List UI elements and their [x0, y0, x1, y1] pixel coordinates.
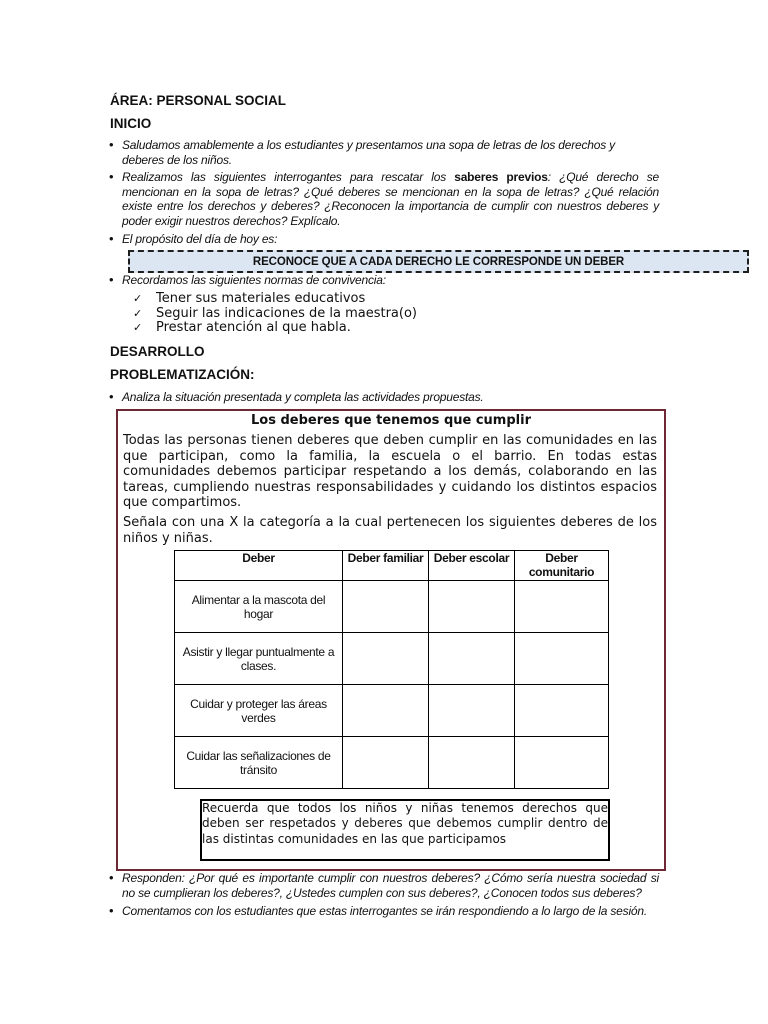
- header-comunitario: Deber comunitario: [515, 551, 609, 581]
- norm-item: [133, 307, 417, 322]
- mark-cell-escolar[interactable]: [429, 633, 515, 685]
- purpose-box: [128, 250, 749, 273]
- mark-cell-familiar[interactable]: [343, 685, 429, 737]
- inicio-heading: INICIO: [110, 116, 152, 131]
- norm-text: Prestar atención al que habla.: [156, 320, 351, 336]
- closing-bullet-1: • Responden: ¿Por qué es importante cumplir con nuestros deberes? ¿Cómo sería nuestra sociedad si no se cumplieran los deberes?, ¿Ustedes cumplen con sus deberes?, ¿Conocen todos sus deberes?: [109, 871, 659, 900]
- norm-item: [133, 292, 417, 307]
- bullet-2-pre: Realizamos las siguientes interrogantes para rescatar los: [122, 170, 455, 184]
- area-title: ÁREA: PERSONAL SOCIAL: [110, 93, 287, 108]
- mark-cell-familiar[interactable]: [343, 581, 429, 633]
- activity-title: Los deberes que tenemos que cumplir: [250, 413, 531, 428]
- problematizacion-heading: PROBLEMATIZACIÓN:: [110, 367, 255, 382]
- mark-cell-comunitario[interactable]: [515, 685, 609, 737]
- mark-cell-familiar[interactable]: [343, 633, 429, 685]
- activity-paragraph-2: Señala con una X la categoría a la cual pertenecen los siguientes deberes de los niños y niñas.: [123, 515, 657, 546]
- table-row: [175, 581, 609, 633]
- table-row: [175, 633, 609, 685]
- inicio-bullet-1: • Saludamos amablemente a los estudiantes y presentamos una sopa de letras de los derechos y deberes de los niños.: [109, 138, 659, 167]
- activity-paragraph-1: Todas las personas tienen deberes que deben cumplir en las comunidades en las que participan, como la familia, la escuela o el barrio. En todas estas comunidades debemos participar respetando a los demás, colaborando en las tareas, cumpliendo nuestras responsabilidades y cuidando los distintos espacios que compartimos.: [123, 433, 657, 511]
- inicio-bullet-4: • Recordamos las siguientes normas de convivencia:: [109, 273, 659, 288]
- saberes-previos: saberes previos: [454, 170, 548, 184]
- header-deber: Deber: [175, 551, 343, 581]
- bullet-2-post: : ¿Qué derecho se mencionan en la sopa de letras? ¿Qué deberes se mencionan en la sopa de letras? ¿Qué relación existe entre los derechos y deberes? ¿Reconocen la importancia de cumplir con nuestros deberes y poder exigir nuestros derechos? Explícalo.: [122, 170, 659, 228]
- checkmark-icon: ✓: [133, 321, 143, 335]
- mark-cell-escolar[interactable]: [429, 737, 515, 789]
- checkmark-icon: ✓: [133, 292, 143, 305]
- header-familiar: Deber familiar: [343, 551, 429, 581]
- table-row: [175, 685, 609, 737]
- reminder-note: Recuerda que todos los niños y niñas tenemos derechos que deben ser respetados y deberes que debemos cumplir dentro de las distintas comunidades en las que participamos: [200, 799, 610, 861]
- inicio-bullet-3: • El propósito del día de hoy es:: [109, 232, 659, 247]
- mark-cell-escolar[interactable]: [429, 581, 515, 633]
- inicio-bullet-2: [109, 170, 659, 228]
- table-header-row: [175, 551, 609, 581]
- norm-text: Tener sus materiales educativos: [156, 291, 366, 306]
- mark-cell-familiar[interactable]: [343, 737, 429, 789]
- norm-item: [133, 321, 417, 336]
- duties-table: [174, 550, 609, 789]
- desarrollo-heading: DESARROLLO: [110, 344, 205, 359]
- mark-cell-escolar[interactable]: [429, 685, 515, 737]
- checkmark-icon: ✓: [133, 306, 143, 320]
- desarrollo-bullet-1: • Analiza la situación presentada y completa las actividades propuestas.: [109, 390, 659, 405]
- duty-cell: Asistir y llegar puntualmente a clases.: [175, 633, 343, 685]
- duty-cell: Cuidar las señalizaciones de tránsito: [175, 737, 343, 789]
- duty-cell: Cuidar y proteger las áreas verdes: [175, 685, 343, 737]
- mark-cell-comunitario[interactable]: [515, 737, 609, 789]
- duty-cell: Alimentar a la mascota del hogar: [175, 581, 343, 633]
- norms-list: [133, 292, 417, 336]
- norm-text: Seguir las indicaciones de la maestra(o): [156, 305, 417, 321]
- mark-cell-comunitario[interactable]: [515, 581, 609, 633]
- purpose-text: RECONOCE QUE A CADA DERECHO LE CORRESPONDE UN DEBER: [252, 255, 625, 268]
- mark-cell-comunitario[interactable]: [515, 633, 609, 685]
- closing-bullet-2: • Comentamos con los estudiantes que estas interrogantes se irán respondiendo a lo largo de la sesión.: [109, 904, 659, 919]
- table-row: [175, 737, 609, 789]
- header-escolar: Deber escolar: [429, 551, 515, 581]
